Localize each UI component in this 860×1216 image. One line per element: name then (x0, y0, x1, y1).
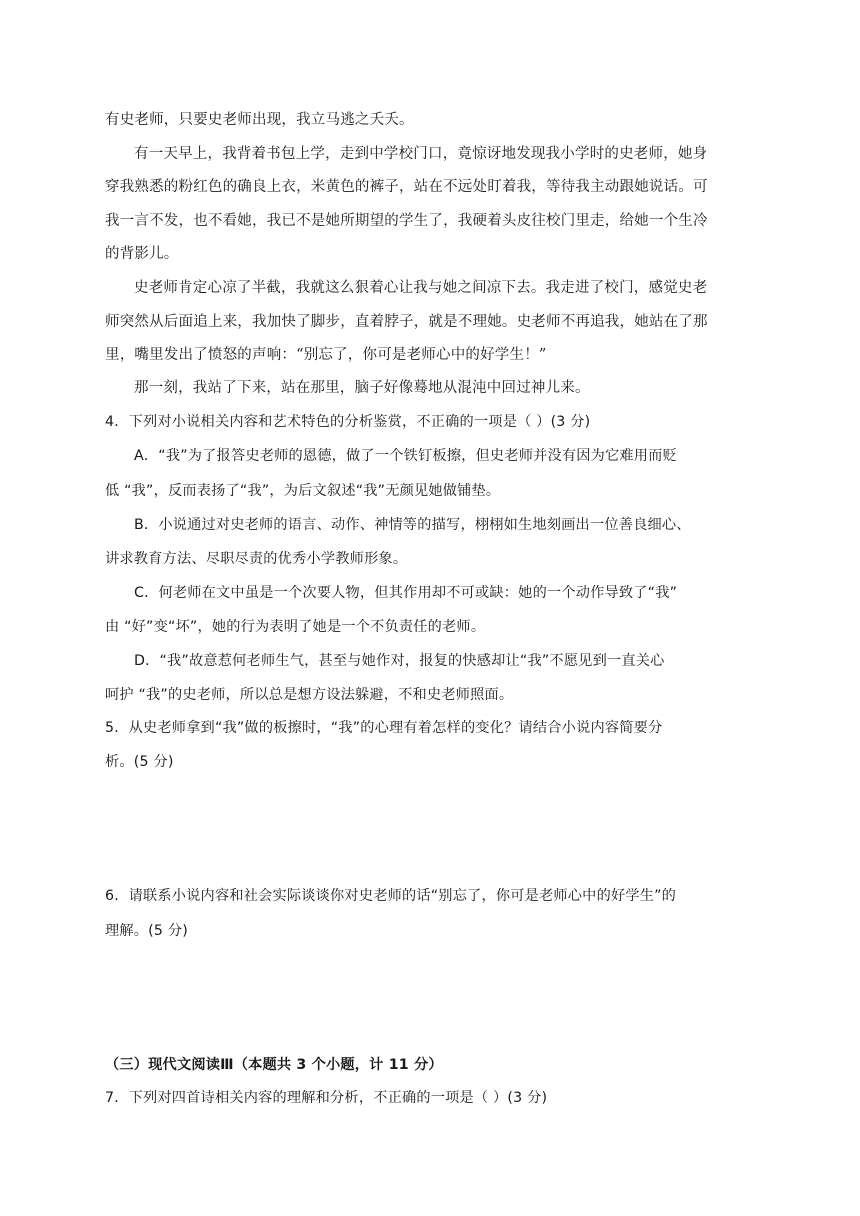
question-4-stem: 4．下列对小说相关内容和艺术特色的分析鉴赏，不正确的一项是（ ）(3 分) (105, 414, 591, 430)
question-4-option-b-line-2: 讲求教育方法、尽职尽责的优秀小学教师形象。 (105, 551, 408, 567)
question-4-option-d-line-1: D．“我”故意惹何老师生气，甚至与她作对，报复的快感却让“我”不愿见到一直关心 (134, 653, 665, 669)
question-7-stem: 7．下列对四首诗相关内容的理解和分析，不正确的一项是（ ）(3 分) (105, 1090, 548, 1106)
section-3-title: （三）现代文阅读Ⅲ（本题共 3 个小题，计 11 分） (105, 1057, 443, 1073)
story-paragraph-2-line-3: 我一言不发，也不看她，我已不是她所期望的学生了，我硬着头皮往校门里走，给她一个生冷 (105, 213, 708, 229)
story-paragraph-4-line-1: 那一刻，我站了下来，站在那里，脑子好像蓦地从混沌中回过神儿来。 (134, 380, 590, 396)
question-4-option-c-line-1: C．何老师在文中虽是一个次要人物，但其作用却不可或缺：她的一个动作导致了“我” (134, 585, 678, 601)
story-paragraph-2-line-4: 的背影儿。 (105, 246, 179, 262)
story-paragraph-1-line-1: 有史老师，只要史老师出现，我立马逃之夭夭。 (105, 112, 414, 128)
question-5-line-2: 析。(5 分) (105, 754, 174, 770)
story-paragraph-2-line-1: 有一天早上，我背着书包上学，走到中学校门口，竟惊讶地发现我小学时的史老师，她身 (134, 146, 708, 162)
question-5-line-1: 5．从史老师拿到“我”做的板擦时，“我”的心理有着怎样的变化？请结合小说内容简要分 (105, 720, 663, 736)
question-4-option-a-line-1: A．“我”为了报答史老师的恩德，做了一个铁钉板擦，但史老师并没有因为它难用而贬 (134, 448, 677, 464)
question-4-option-a-line-2: 低 “我”，反而表扬了“我”，为后文叙述“我”无颜见她做铺垫。 (105, 483, 501, 499)
story-paragraph-2-line-2: 穿我熟悉的粉红色的确良上衣，米黄色的裤子，站在不远处盯着我，等待我主动跟她说话。可 (105, 179, 708, 195)
question-4-option-d-line-2: 呵护 “我”的史老师，所以总是想方设法躲避，不和史老师照面。 (105, 687, 514, 703)
question-4-option-c-line-2: 由 “好”变“坏”，她的行为表明了她是一个不负责任的老师。 (105, 619, 486, 635)
question-4-option-b-line-1: B．小说通过对史老师的语言、动作、神情等的描写，栩栩如生地刻画出一位善良细心、 (134, 517, 691, 533)
story-paragraph-3-line-2: 师突然从后面追上来，我加快了脚步，直着脖子，就是不理她。史老师不再追我，她站在了那 (105, 314, 708, 330)
story-paragraph-3-line-1: 史老师肯定心凉了半截，我就这么狠着心让我与她之间凉下去。我走进了校门，感觉史老 (134, 280, 708, 296)
question-6-line-1: 6．请联系小说内容和社会实际谈谈你对史老师的话“别忘了，你可是老师心中的好学生”的 (105, 888, 677, 904)
story-paragraph-3-line-3: 里，嘴里发出了愤怒的声响：“别忘了，你可是老师心中的好学生！” (105, 347, 547, 363)
question-6-line-2: 理解。(5 分) (105, 923, 188, 939)
